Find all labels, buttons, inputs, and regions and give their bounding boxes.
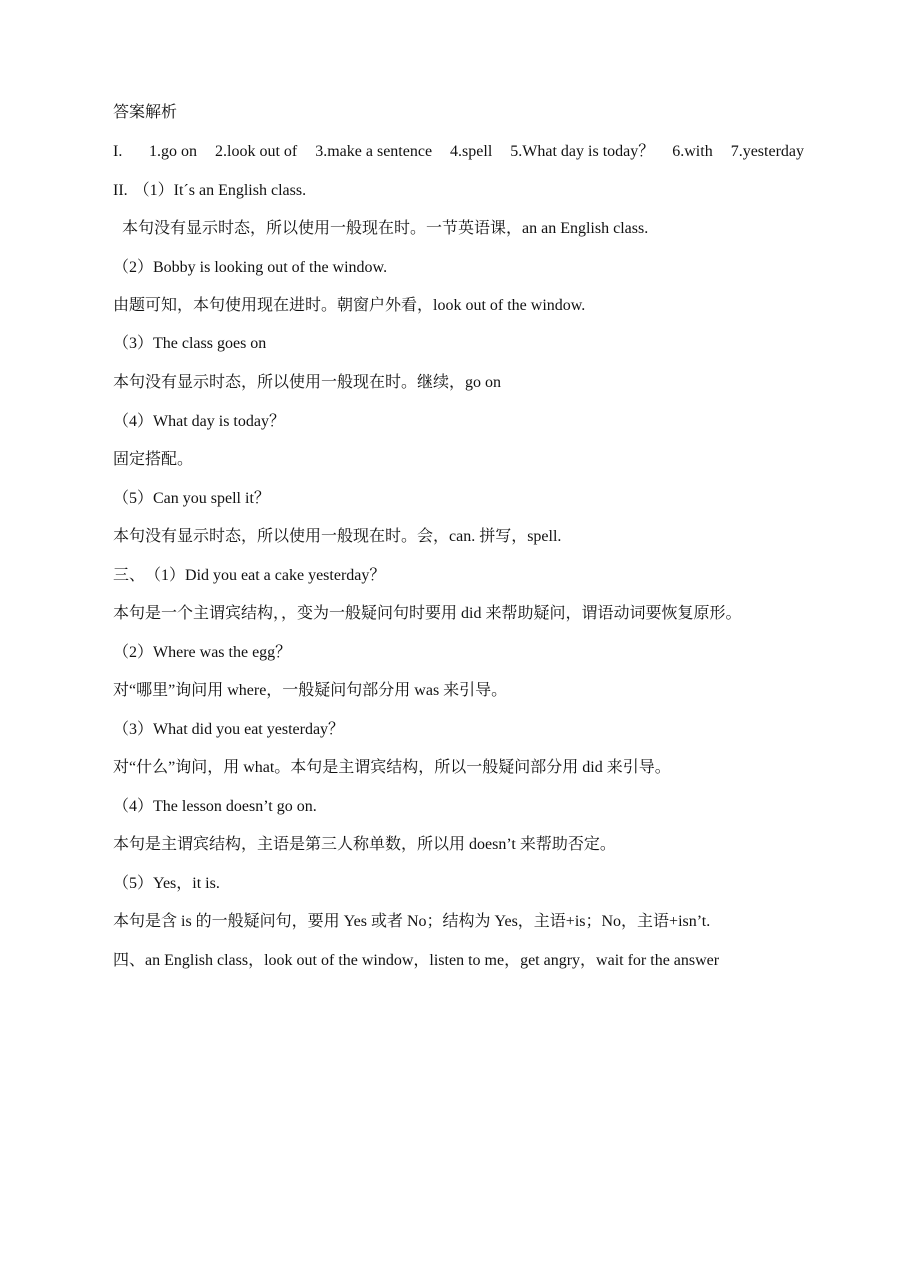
section-3-item-1-explanation: 本句是一个主谓宾结构，，变为一般疑问句时要用 did 来帮助疑问，谓语动词要恢复原形。: [113, 605, 742, 622]
question-text: （1）Did you eat a cake yesterday？: [145, 567, 386, 584]
section-2-item-4-explanation: 固定搭配。: [113, 451, 194, 468]
page-title: 答案解析: [113, 104, 178, 121]
answer-item: 5.What day is today？: [510, 143, 655, 160]
section-2-item-2-question: （2）Bobby is looking out of the window.: [113, 259, 388, 276]
section-2-item-5-question: （5）Can you spell it？: [113, 490, 270, 507]
section-3-item-2-question: （2）Where was the egg？: [113, 644, 292, 661]
section-1-label: I.: [113, 143, 123, 160]
section-2-item-1-explanation: 本句没有显示时态，所以使用一般现在时。一节英语课，an an English class.: [122, 220, 649, 237]
section-3-item-3-explanation: 对“什么”询问，用 what。本句是主谓宾结构，所以一般疑问部分用 did 来引导。: [113, 759, 671, 776]
answer-item: 6.with: [672, 143, 713, 160]
answer-item: 1.go on: [149, 143, 197, 160]
section-2-item-5-explanation: 本句没有显示时态，所以使用一般现在时。会，can. 拼写，spell.: [113, 528, 562, 545]
answer-item: 7.yesterday: [730, 143, 805, 160]
answer-item: 2.look out of: [215, 143, 298, 160]
section-2-item-1-question: [113, 181, 306, 201]
section-3-item-5-explanation: 本句是含 is 的一般疑问句，要用 Yes 或者 No；结构为 Yes，主语+is；No，主语+isn’t.: [113, 913, 711, 930]
question-text: （1）It´s an English class.: [133, 182, 307, 199]
section-2-item-3-explanation: 本句没有显示时态，所以使用一般现在时。继续，go on: [113, 374, 502, 391]
section-3-item-2-explanation: 对“哪里”询问用 where，一般疑问句部分用 was 来引导。: [113, 682, 508, 699]
section-2-item-2-explanation: 由题可知，本句使用现在进时。朝窗户外看，look out of the window.: [113, 297, 586, 314]
section-3-label: 三、: [113, 567, 146, 584]
section-3-item-4-question: （4）The lesson doesn’t go on.: [113, 798, 317, 815]
section-4-answers: 四、an English class，look out of the window，listen to me，get angry，wait for the answer: [113, 952, 720, 969]
section-1-answers: [113, 142, 804, 162]
section-2-item-4-question: （4）What day is today？: [113, 413, 285, 430]
section-3-item-4-explanation: 本句是主谓宾结构，主语是第三人称单数，所以用 doesn’t 来帮助否定。: [113, 836, 616, 853]
section-3-item-1-question: [113, 566, 385, 586]
section-2-item-3-question: （3）The class goes on: [113, 335, 267, 352]
answer-item: 3.make a sentence: [315, 143, 433, 160]
section-2-label: II.: [113, 182, 128, 199]
section-3-item-3-question: （3）What did you eat yesterday？: [113, 721, 345, 738]
answer-item: 4.spell: [450, 143, 493, 160]
section-3-item-5-question: （5）Yes，it is.: [113, 875, 220, 892]
